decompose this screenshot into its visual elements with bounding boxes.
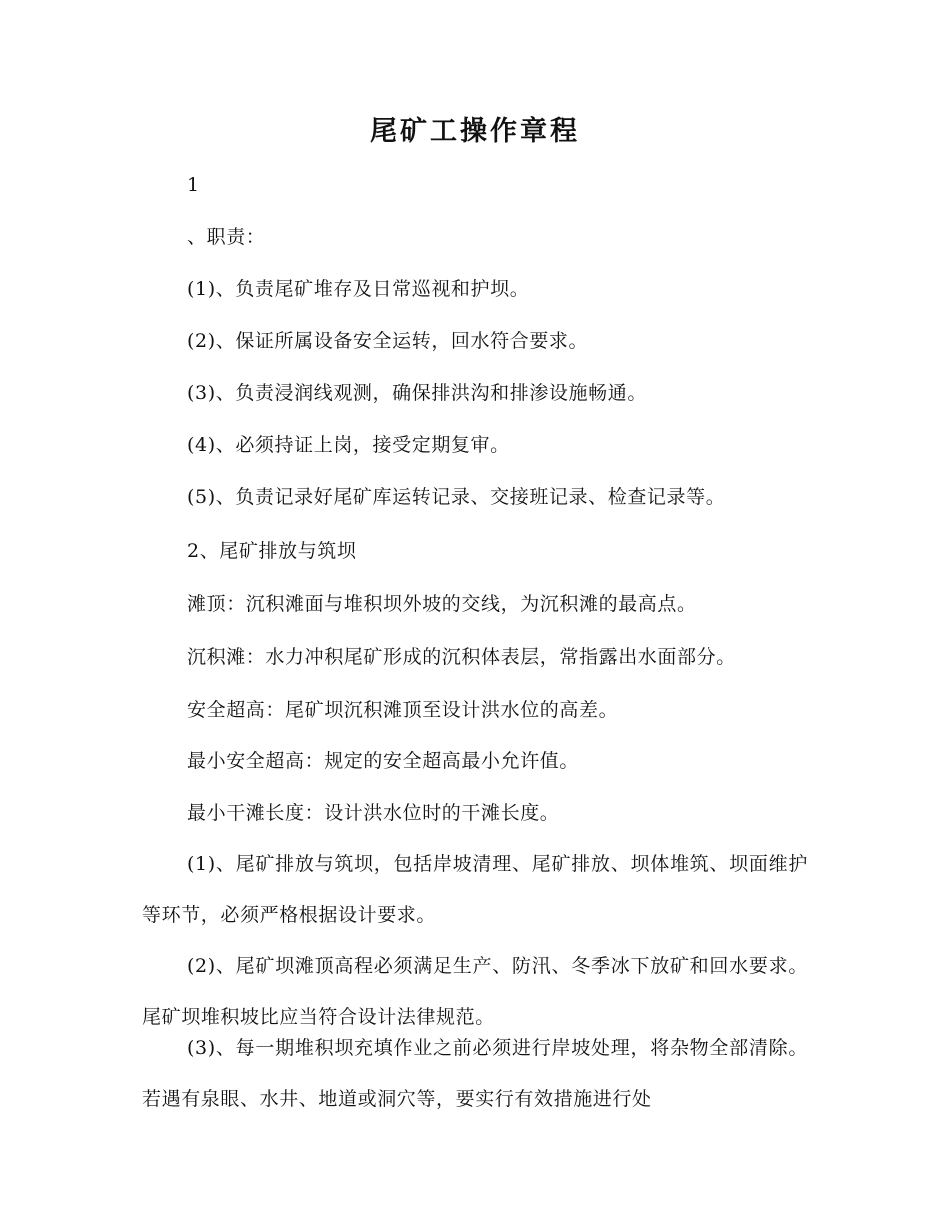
definition-beach-crest: 滩顶：沉积滩面与堆积坝外坡的交线，为沉积滩的最高点。	[187, 593, 697, 615]
section-heading-discharge: 2、尾矿排放与筑坝	[187, 540, 357, 562]
duty-item-5: (5)、负责记录好尾矿库运转记录、交接班记录、检查记录等。	[187, 486, 726, 508]
definition-freeboard: 安全超高：尾矿坝沉积滩顶至设计洪水位的高差。	[187, 699, 619, 721]
document-title: 尾矿工操作章程	[370, 116, 580, 147]
duty-item-3: (3)、负责浸润线观测，确保排洪沟和排渗设施畅通。	[187, 382, 647, 404]
section-heading-duties: 、职责：	[187, 226, 266, 248]
definition-sediment-beach: 沉积滩：水力冲积尾矿形成的沉积体表层，常指露出水面部分。	[187, 646, 736, 668]
definition-min-dry-beach: 最小干滩长度：设计洪水位时的干滩长度。	[187, 802, 560, 824]
rule-paragraph-1: (1)、尾矿排放与筑坝，包括岸坡清理、尾矿排放、坝体堆筑、坝面维护等环节，必须严格根据设计要求。	[142, 853, 808, 926]
definition-min-freeboard: 最小安全超高：规定的安全超高最小允许值。	[187, 750, 580, 772]
duty-item-4: (4)、必须持证上岗，接受定期复审。	[187, 434, 510, 456]
duty-item-2: (2)、保证所属设备安全运转，回水符合要求。	[187, 330, 589, 352]
rule-paragraph-2: (2)、尾矿坝滩顶高程必须满足生产、防汛、冬季冰下放矿和回水要求。尾矿坝堆积坡比应当符合设计法律规范。	[142, 955, 808, 1028]
rule-paragraph-3: (3)、每一期堆积坝充填作业之前必须进行岸坡处理，将杂物全部清除。若遇有泉眼、水井、地道或洞穴等，要实行有效措施进行处	[142, 1037, 808, 1110]
duty-item-1: (1)、负责尾矿堆存及日常巡视和护坝。	[187, 278, 530, 300]
section-number: 1	[187, 174, 200, 196]
